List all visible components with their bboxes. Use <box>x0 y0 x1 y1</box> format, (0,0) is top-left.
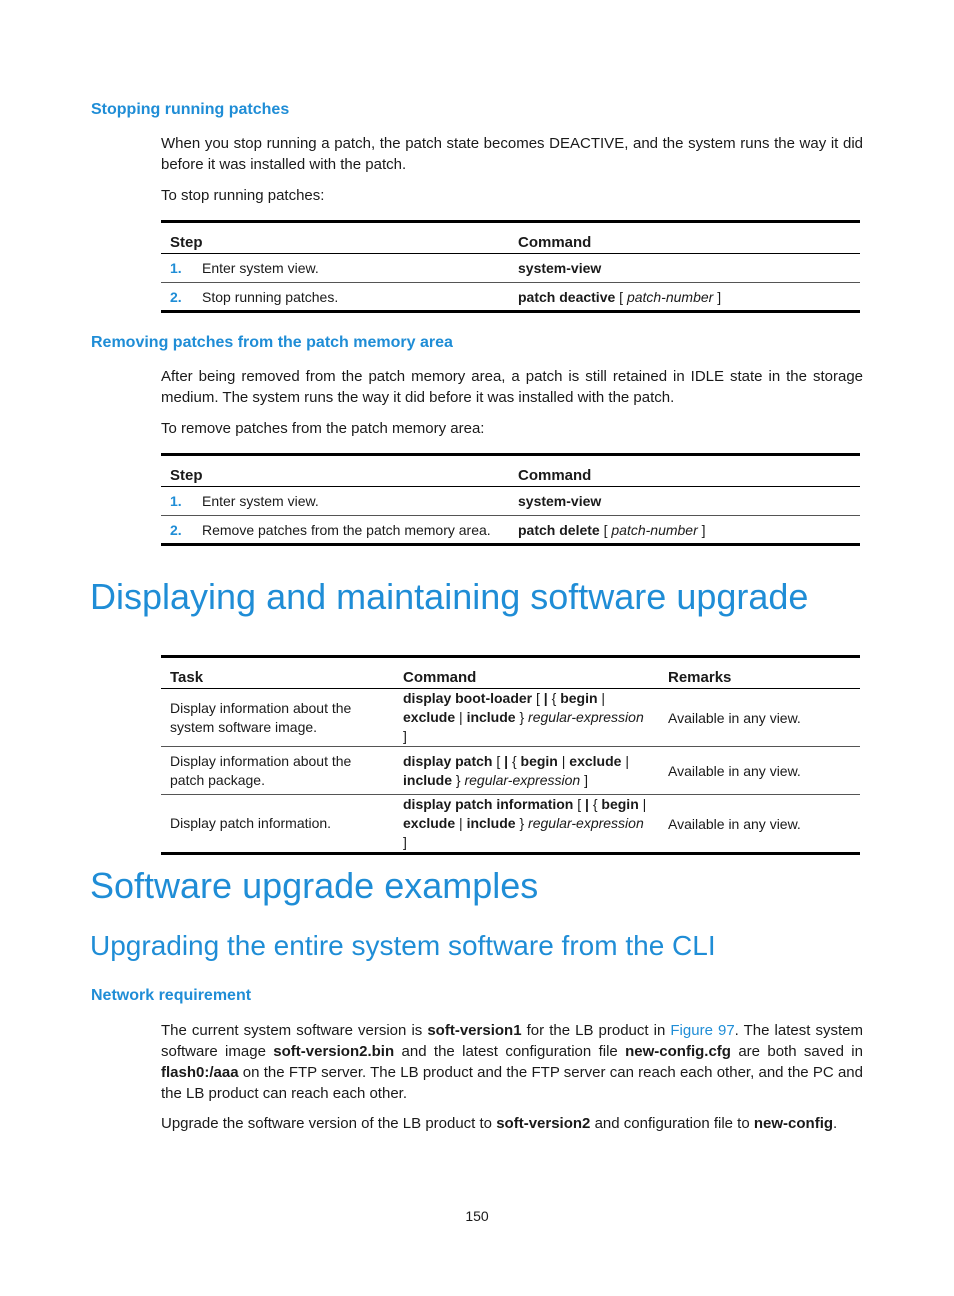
remarks-text: Available in any view. <box>668 815 801 832</box>
remarks-text: Available in any view. <box>668 762 801 779</box>
stopping-table <box>161 220 860 313</box>
table-row <box>161 795 860 854</box>
section-heading-stopping: Stopping running patches <box>91 101 290 118</box>
table-row <box>161 689 860 747</box>
chapter-heading-displaying: Displaying and maintaining software upgrade <box>90 576 809 617</box>
command-keyword: patch deactive <box>518 288 616 305</box>
col-task: Task <box>170 669 204 686</box>
section-heading-removing: Removing patches from the patch memory area <box>91 334 453 351</box>
section-heading-network: Network requirement <box>91 987 252 1004</box>
table-row: 2. Stop running patches. patch deactive [ patch-number ] <box>161 283 860 312</box>
table-row: 2. Remove patches from the patch memory area. patch delete [ patch-number ] <box>161 516 860 545</box>
step-number: 1. <box>170 493 182 509</box>
display-table <box>161 655 860 855</box>
col-command: Command <box>518 467 592 484</box>
step-text: Stop running patches. <box>202 288 339 305</box>
figure-link[interactable]: Figure 97 <box>670 1022 735 1039</box>
col-remarks: Remarks <box>668 669 732 686</box>
command-argument: patch-number <box>611 521 698 538</box>
page-number: 150 <box>465 1208 489 1224</box>
removing-lead: To remove patches from the patch memory area: <box>161 420 485 437</box>
step-text: Remove patches from the patch memory area. <box>202 521 491 538</box>
step-text: Enter system view. <box>202 260 319 276</box>
command-keyword: patch delete <box>518 521 600 538</box>
command-keyword: display patch information <box>403 796 574 812</box>
command-keyword: system-view <box>518 260 602 276</box>
section-heading-upgrading: Upgrading the entire system software from the CLI <box>90 930 716 961</box>
task-text: Display patch information. <box>170 815 332 831</box>
command-keyword: system-view <box>518 493 602 509</box>
command-keyword: display patch <box>403 752 493 769</box>
network-paragraph: The current system software version is soft-version1 for the LB product in Figure 97. The latest system software image soft-version2.bin and the latest configuration file new-config.cfg are both saved in flash0:/aaa on the FTP server. The LB product and the FTP server can reach each other, and the PC and the LB product can reach each other. <box>161 1022 863 1102</box>
col-command: Command <box>518 234 592 251</box>
col-command: Command <box>403 669 477 686</box>
step-number: 1. <box>170 260 182 276</box>
task-text: Display information about the system software image. <box>170 699 352 735</box>
command-argument: patch-number <box>626 288 714 305</box>
chapter-heading-examples: Software upgrade examples <box>90 865 539 906</box>
step-text: Enter system view. <box>202 493 319 509</box>
removing-intro: After being removed from the patch memory area, a patch is still retained in IDLE state in the storage medium. The system runs the way it did before it was installed with the patch. <box>161 368 863 406</box>
col-step: Step <box>170 234 203 251</box>
task-text: Display information about the patch package. <box>170 752 352 788</box>
stopping-intro: When you stop running a patch, the patch state becomes DEACTIVE, and the system runs the way it did before it was installed with the patch. <box>161 135 863 173</box>
command-cell: display patch information [ | { begin | exclude | include } regular-expression ] <box>403 796 647 850</box>
col-step: Step <box>170 467 203 484</box>
upgrade-goal-paragraph: Upgrade the software version of the LB product to soft-version2 and configuration file to new-config. <box>161 1115 838 1132</box>
remarks-text: Available in any view. <box>668 709 801 726</box>
stopping-lead: To stop running patches: <box>161 187 325 204</box>
removing-table <box>161 453 860 546</box>
table-row <box>161 254 860 283</box>
command-cell: display boot-loader [ | { begin | exclude | include } regular-expression ] <box>403 690 644 744</box>
table-row <box>161 747 860 795</box>
command-cell: display patch [ | { begin | exclude | include } regular-expression ] <box>403 752 629 788</box>
step-number: 2. <box>170 288 182 305</box>
command-keyword: display boot-loader <box>403 690 533 706</box>
table-row <box>161 487 860 516</box>
step-number: 2. <box>170 521 182 538</box>
